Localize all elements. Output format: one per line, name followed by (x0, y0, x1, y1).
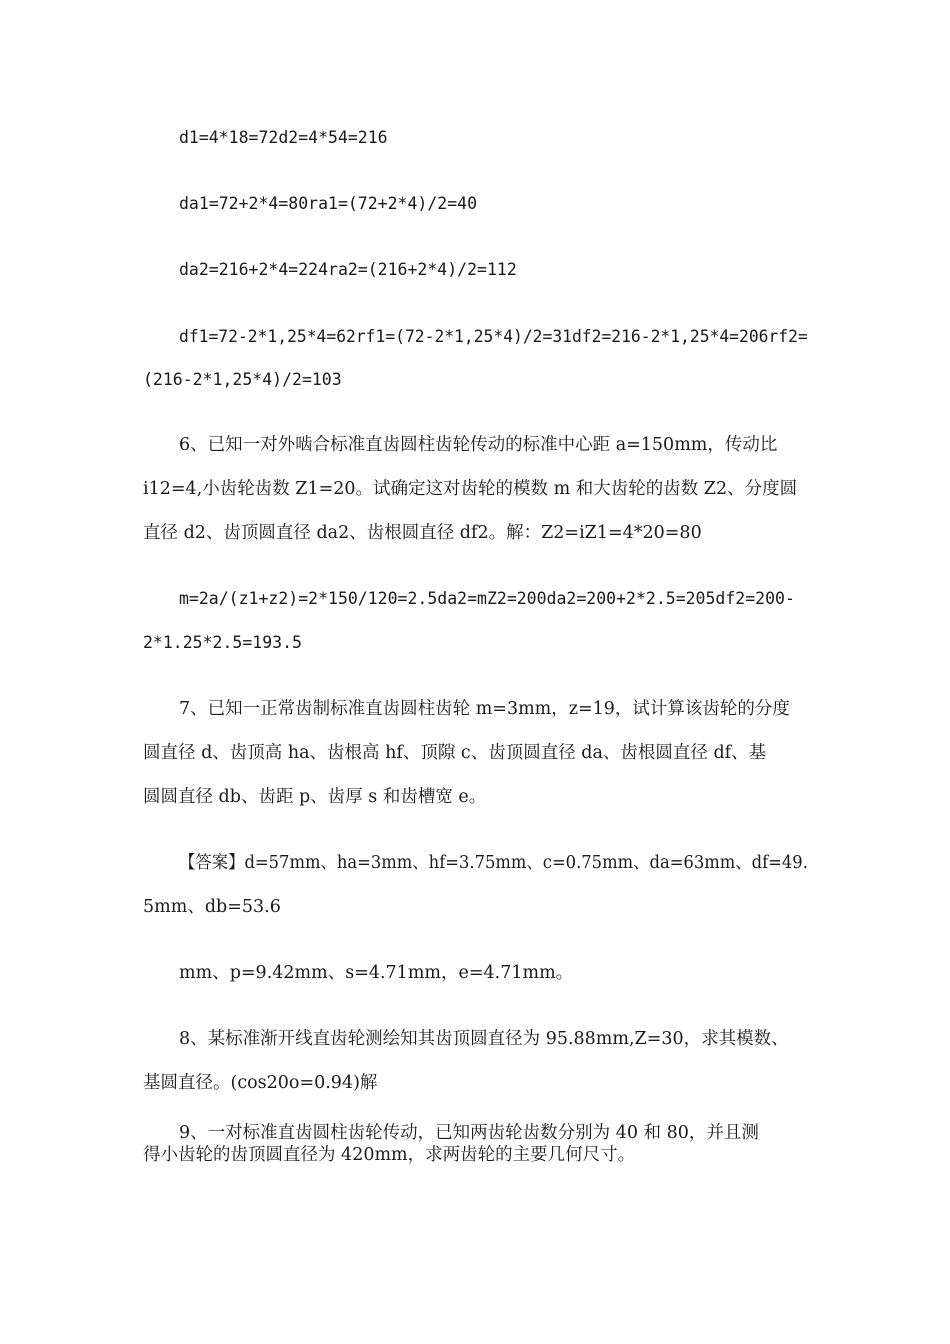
question-9-line: 9、一对标准直齿圆柱齿轮传动，已知两齿轮齿数分别为 40 和 80，并且测 (179, 1123, 759, 1143)
question-8-line: 8、某标准渐开线直齿轮测绘知其齿顶圆直径为 95.88mm,Z=30，求其模数、 (179, 1029, 789, 1049)
answer-6-line: m=2a/(z1+z2)=2*150/120=2.5da2=mZ2=200da2=200+2*2.5=205df2=200- (179, 589, 795, 608)
formula-line: da2=216+2*4=224ra2=(216+2*4)/2=112 (179, 260, 517, 279)
question-7-line: 圆直径 d、齿顶高 ha、齿根高 hf、顶隙 c、齿顶圆直径 da、齿根圆直径 df、基 (143, 743, 767, 763)
question-8-line: 基圆直径。(cos20o=0.94)解 (143, 1073, 378, 1093)
question-6-line: 6、已知一对外啮合标准直齿圆柱齿轮传动的标准中心距 a=150mm，传动比 (179, 435, 778, 455)
formula-line: d1=4*18=72d2=4*54=216 (179, 128, 388, 147)
answer-7-line: 5mm、db=53.6 (143, 897, 281, 917)
answer-6-line: 2*1.25*2.5=193.5 (143, 633, 302, 652)
question-7-line: 圆圆直径 db、齿距 p、齿厚 s 和齿槽宽 e。 (143, 787, 487, 807)
answer-7-line: 【答案】d=57mm、ha=3mm、hf=3.75mm、c=0.75mm、da=63mm、df=49. (179, 853, 808, 873)
formula-line: df1=72-2*1,25*4=62rf1=(72-2*1,25*4)/2=31df2=216-2*1,25*4=206rf2= (179, 327, 808, 346)
question-9-line: 得小齿轮的齿顶圆直径为 420mm，求两齿轮的主要几何尺寸。 (143, 1145, 636, 1165)
answer-7-line: mm、p=9.42mm、s=4.71mm，e=4.71mm。 (179, 963, 574, 983)
formula-line: da1=72+2*4=80ra1=(72+2*4)/2=40 (179, 194, 478, 213)
question-6-line: i12=4,小齿轮齿数 Z1=20。试确定这对齿轮的模数 m 和大齿轮的齿数 Z2、分度圆 (143, 479, 798, 499)
question-6-line: 直径 d2、齿顶圆直径 da2、齿根圆直径 df2。解：Z2=iZ1=4*20=80 (143, 523, 702, 543)
formula-line: (216-2*1,25*4)/2=103 (143, 370, 342, 389)
question-7-line: 7、已知一正常齿制标准直齿圆柱齿轮 m=3mm，z=19，试计算该齿轮的分度 (179, 699, 790, 719)
